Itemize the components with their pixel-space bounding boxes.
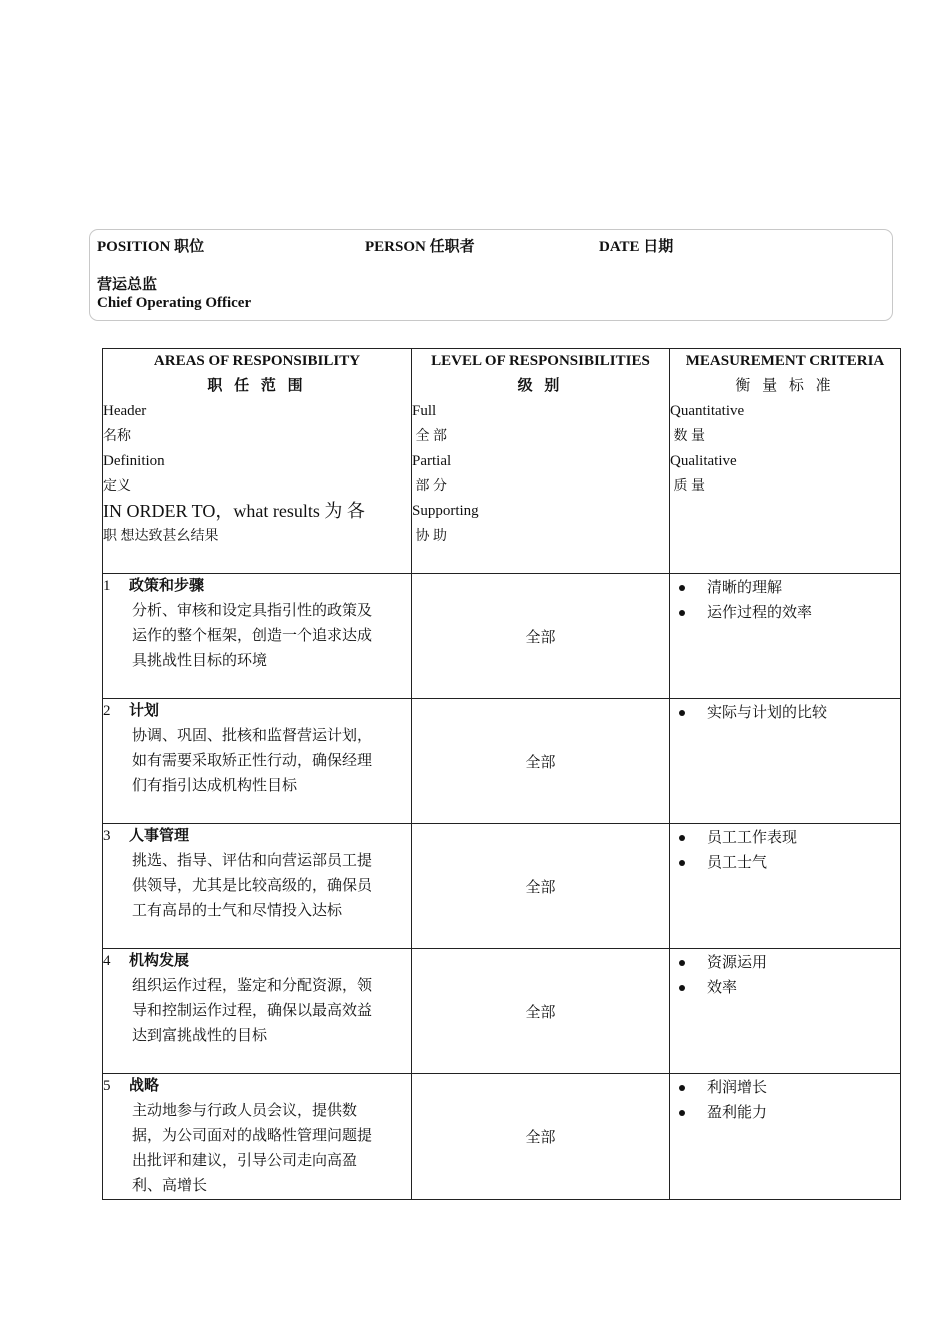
legend-line: 部 分 xyxy=(412,479,447,494)
area-desc-line: 达到富挑战性的目标 xyxy=(132,1028,268,1044)
area-desc-line: 挑选、指导、评估和向营运部员工提 xyxy=(132,853,373,869)
criteria-list xyxy=(670,699,900,726)
criteria-item: 清晰的理解 xyxy=(678,576,900,601)
legend-line: 全 部 xyxy=(412,429,447,444)
table-row xyxy=(103,949,901,1074)
table-row xyxy=(103,699,901,824)
criteria-item: 盈利能力 xyxy=(678,1101,900,1126)
area-number: 2 xyxy=(103,703,111,719)
criteria-item: 利润增长 xyxy=(678,1076,900,1101)
area-title: 政策和步骤 xyxy=(129,578,205,594)
areas-header-cn: 职 任 范 围 xyxy=(207,378,307,394)
legend-line: 定义 xyxy=(103,479,131,494)
measure-header-cn: 衡 量 标 准 xyxy=(735,378,835,394)
criteria-list xyxy=(670,574,900,626)
area-desc-line: 工有高昂的士气和尽情投入达标 xyxy=(132,903,343,919)
area-desc-line: 如有需要采取矫正性行动，确保经理 xyxy=(132,753,373,769)
legend-line: 职 想达致甚幺结果 xyxy=(103,529,219,544)
areas-header-title: AREAS OF RESPONSIBILITY xyxy=(153,353,361,369)
criteria-item: 效率 xyxy=(678,976,900,1001)
area-title: 人事管理 xyxy=(129,828,190,844)
table-header-row xyxy=(103,349,901,574)
level-cell: 全部 xyxy=(412,949,670,1074)
area-number: 1 xyxy=(103,578,111,594)
criteria-item: 资源运用 xyxy=(678,951,900,976)
area-desc-line: 主动地参与行政人员会议，提供数 xyxy=(132,1103,358,1119)
criteria-cell xyxy=(670,824,901,949)
position-header-box xyxy=(89,229,893,321)
areas-header-cell xyxy=(103,349,412,574)
position-title-en: Chief Operating Officer xyxy=(97,295,252,311)
responsibility-table xyxy=(102,348,901,1200)
area-desc-line: 导和控制运作过程，确保以最高效益 xyxy=(132,1003,373,1019)
legend-line: 质 量 xyxy=(670,479,705,494)
area-number: 5 xyxy=(103,1078,111,1094)
measure-header-title: MEASUREMENT CRITERIA xyxy=(685,353,885,369)
area-number: 4 xyxy=(103,953,111,969)
legend-line: Full xyxy=(412,403,437,419)
legend-line: 数 量 xyxy=(670,429,705,444)
legend-line: Header xyxy=(103,403,147,419)
criteria-list xyxy=(670,824,900,876)
area-cell xyxy=(103,699,412,824)
position-label: POSITION 职位 xyxy=(97,239,205,255)
area-number: 3 xyxy=(103,828,111,844)
level-header-title: LEVEL OF RESPONSIBILITIES xyxy=(431,353,650,369)
area-desc-line: 分析、审核和设定具指引性的政策及 xyxy=(132,603,373,619)
criteria-cell xyxy=(670,574,901,699)
criteria-item: 实际与计划的比较 xyxy=(678,701,900,726)
area-desc-line: 利、高增长 xyxy=(132,1178,208,1194)
level-cell: 全部 xyxy=(412,824,670,949)
legend-line: Partial xyxy=(412,453,452,469)
area-title: 战略 xyxy=(129,1078,160,1094)
measure-header-cell xyxy=(670,349,901,574)
legend-line: 协 助 xyxy=(412,529,447,544)
person-label: PERSON 任职者 xyxy=(365,239,475,255)
level-cell: 全部 xyxy=(412,699,670,824)
area-desc-line: 据，为公司面对的战略性管理问题提 xyxy=(132,1128,373,1144)
legend-line: IN ORDER TO，what results 为 各 xyxy=(103,501,365,521)
area-cell xyxy=(103,574,412,699)
level-header-cell xyxy=(412,349,670,574)
table-row xyxy=(103,824,901,949)
criteria-cell xyxy=(670,1074,901,1200)
position-title-cn: 营运总监 xyxy=(97,277,158,293)
legend-line: 名称 xyxy=(103,429,131,444)
area-desc-line: 出批评和建议，引导公司走向高盈 xyxy=(132,1153,358,1169)
area-title: 机构发展 xyxy=(129,953,190,969)
criteria-item: 员工工作表现 xyxy=(678,826,900,851)
level-header-cn: 级 别 xyxy=(517,378,564,394)
table-row xyxy=(103,1074,901,1200)
date-label: DATE 日期 xyxy=(599,239,674,255)
criteria-list xyxy=(670,949,900,1001)
area-cell xyxy=(103,1074,412,1200)
area-cell xyxy=(103,824,412,949)
area-desc-line: 供领导，尤其是比较高级的，确保员 xyxy=(132,878,373,894)
area-desc-line: 组织运作过程，鉴定和分配资源，领 xyxy=(132,978,373,994)
area-desc-line: 们有指引达成机构性目标 xyxy=(132,778,298,794)
area-desc-line: 协调、巩固、批核和监督营运计划， xyxy=(132,728,373,744)
criteria-item: 运作过程的效率 xyxy=(678,601,900,626)
area-title: 计划 xyxy=(129,703,160,719)
legend-line: Supporting xyxy=(412,503,479,519)
area-desc-line: 具挑战性目标的环境 xyxy=(132,653,268,669)
level-cell: 全部 xyxy=(412,574,670,699)
criteria-list xyxy=(670,1074,900,1126)
criteria-item: 员工士气 xyxy=(678,851,900,876)
legend-line: Qualitative xyxy=(670,453,737,469)
table-row xyxy=(103,574,901,699)
criteria-cell xyxy=(670,699,901,824)
criteria-cell xyxy=(670,949,901,1074)
legend-line: Quantitative xyxy=(670,403,745,419)
legend-line: Definition xyxy=(103,453,165,469)
level-cell: 全部 xyxy=(412,1074,670,1200)
area-desc-line: 运作的整个框架，创造一个追求达成 xyxy=(132,628,373,644)
area-cell xyxy=(103,949,412,1074)
